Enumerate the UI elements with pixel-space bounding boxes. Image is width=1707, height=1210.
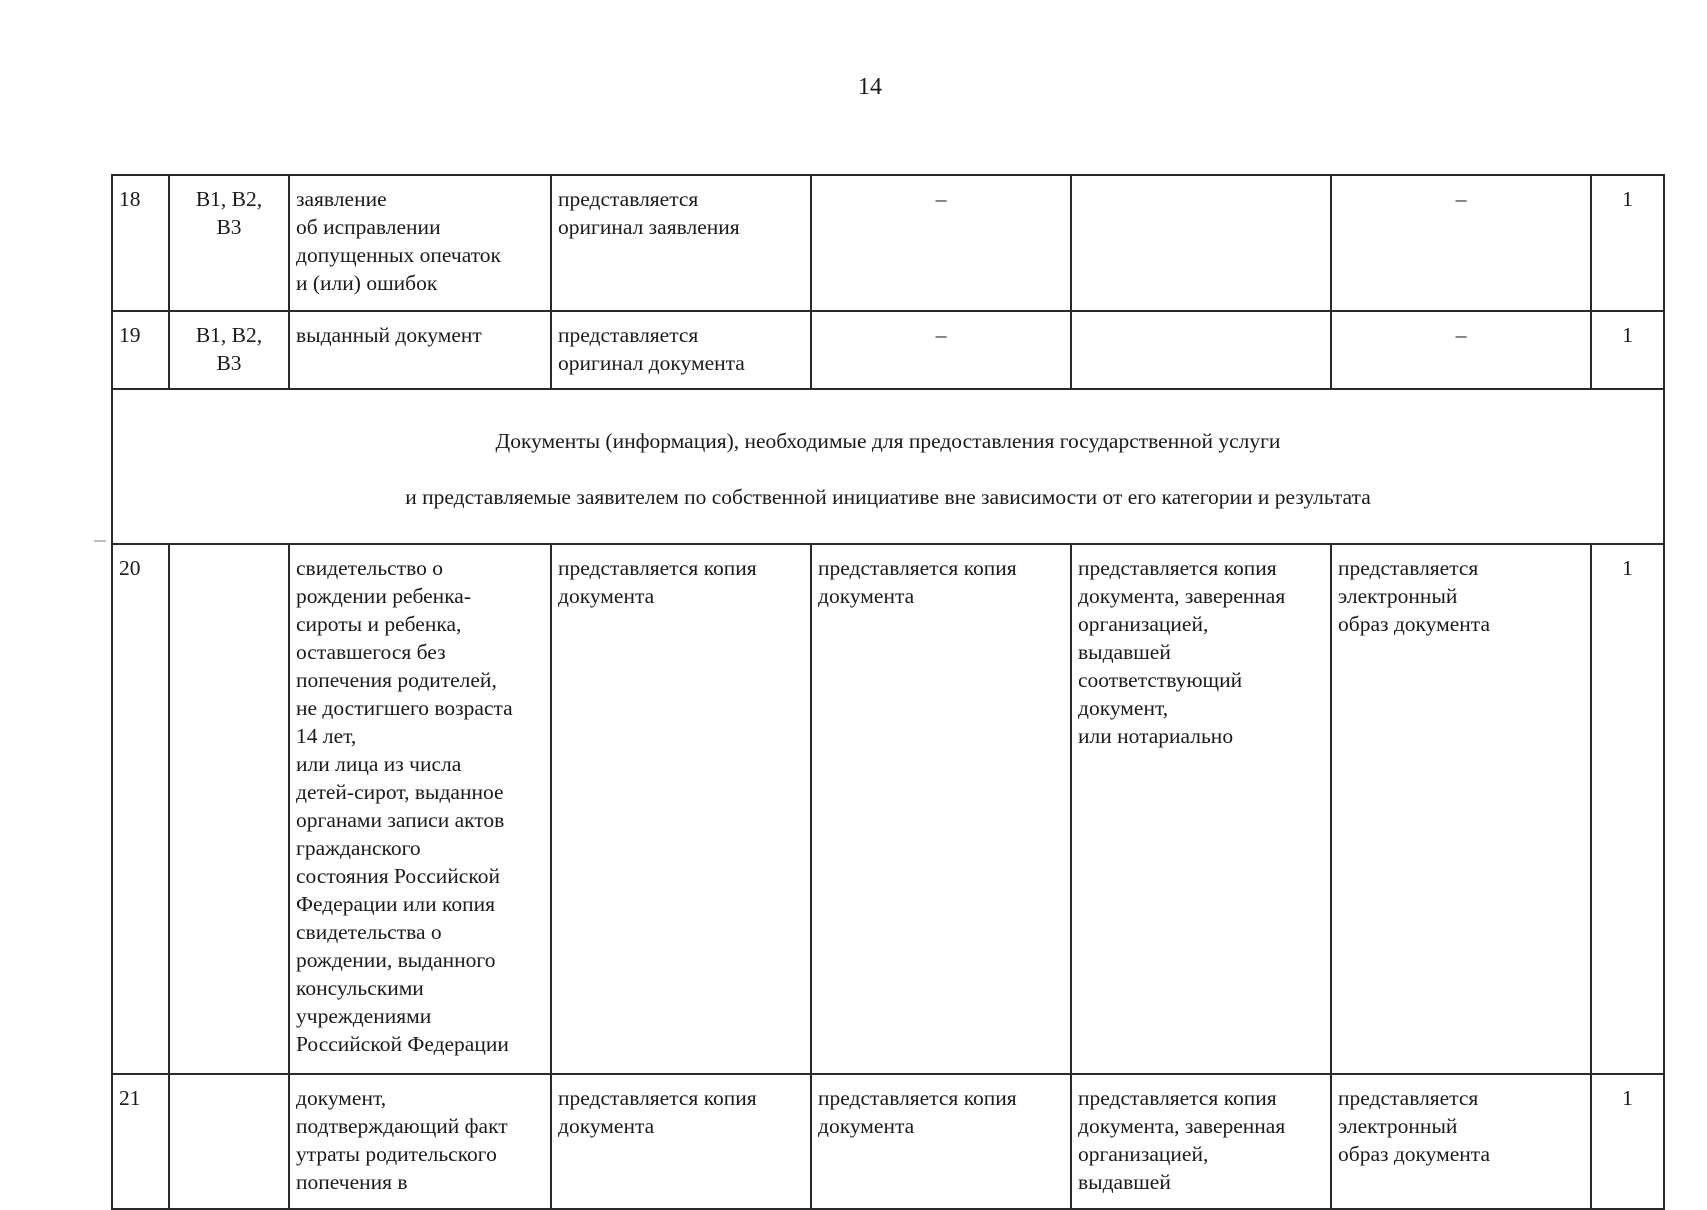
submission-form-cell: –	[1331, 175, 1591, 311]
submission-form-cell: –	[1331, 311, 1591, 389]
submission-form-cell: представляется копия документа	[811, 544, 1071, 1074]
section-heading-line: Документы (информация), необходимые для предоставления государственной услуги	[495, 429, 1281, 453]
row-number: 21	[112, 1074, 169, 1209]
submission-form-cell: представляется копия документа	[811, 1074, 1071, 1209]
section-header-row	[112, 389, 1664, 544]
applicant-category	[169, 544, 289, 1074]
submission-form-cell: –	[811, 311, 1071, 389]
applicant-category	[169, 1074, 289, 1209]
table-row	[112, 544, 1664, 1074]
table-row	[112, 311, 1664, 389]
submission-form-cell	[1071, 175, 1331, 311]
submission-form-cell: представляется оригинал заявления	[551, 175, 811, 311]
applicant-category: В1, В2, В3	[169, 175, 289, 311]
section-heading	[112, 389, 1664, 544]
applicant-category: В1, В2, В3	[169, 311, 289, 389]
documents-table	[111, 174, 1665, 1210]
document-name: выданный документ	[289, 311, 551, 389]
submission-form-cell: представляется копия документа, заверенная организацией, выдавшей	[1071, 1074, 1331, 1209]
submission-form-cell: представляется копия документа, заверенная организацией, выдавшей соответствующий документ, или нотариально	[1071, 544, 1331, 1074]
copies-count: 1	[1591, 311, 1664, 389]
submission-form-cell: представляется копия документа	[551, 544, 811, 1074]
submission-form-cell: –	[811, 175, 1071, 311]
copies-count: 1	[1591, 175, 1664, 311]
copies-count: 1	[1591, 1074, 1664, 1209]
row-number: 19	[112, 311, 169, 389]
section-heading-line: и представляемые заявителем по собственной инициативе вне зависимости от его категории и результата	[405, 485, 1371, 509]
row-number: 18	[112, 175, 169, 311]
table-row	[112, 1074, 1664, 1209]
document-name: документ, подтверждающий факт утраты родительского попечения в	[289, 1074, 551, 1209]
submission-form-cell: представляется оригинал документа	[551, 311, 811, 389]
submission-form-cell: представляется электронный образ документа	[1331, 544, 1591, 1074]
submission-form-cell: представляется электронный образ документа	[1331, 1074, 1591, 1209]
page-number: 14	[858, 74, 882, 100]
row-number: 20	[112, 544, 169, 1074]
document-name: свидетельство о рождении ребенка- сироты и ребенка, оставшегося без попечения родителей, не достигшего возраста 14 лет, или лица из числа детей-сирот, выданное органами записи актов гражданского состояния Российской Федерации или копия свидетельства о рождении, выданного консульскими учреждениями Российской Федерации	[289, 544, 551, 1074]
submission-form-cell: представляется копия документа	[551, 1074, 811, 1209]
document-name: заявление об исправлении допущенных опечаток и (или) ошибок	[289, 175, 551, 311]
table-row	[112, 175, 1664, 311]
submission-form-cell	[1071, 311, 1331, 389]
copies-count: 1	[1591, 544, 1664, 1074]
scan-speck	[94, 540, 106, 542]
